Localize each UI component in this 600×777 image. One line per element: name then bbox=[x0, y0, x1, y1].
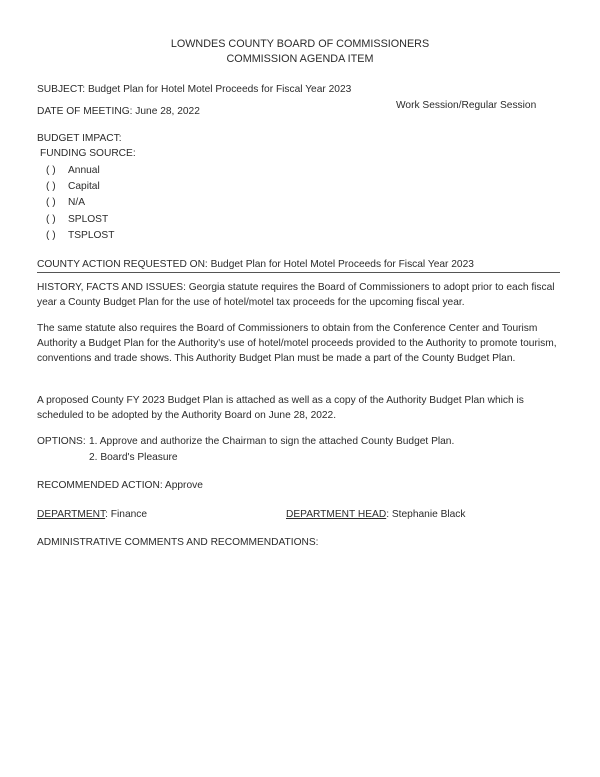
checkbox-marker: ( ) bbox=[46, 230, 56, 241]
checkbox-marker: ( ) bbox=[46, 165, 56, 176]
department-head bbox=[286, 507, 466, 522]
funding-option-na bbox=[46, 195, 85, 210]
header-title: LOWNDES COUNTY BOARD OF COMMISSIONERS bbox=[170, 38, 430, 50]
department-head-value: : Stephanie Black bbox=[386, 509, 466, 520]
funding-option-capital bbox=[46, 179, 100, 194]
funding-option-label: TSPLOST bbox=[68, 230, 115, 241]
department-value: : Finance bbox=[105, 509, 148, 520]
date-of-meeting: DATE OF MEETING: June 28, 2022 bbox=[37, 106, 200, 117]
funding-option-label: SPLOST bbox=[68, 214, 109, 225]
option-item-2: 2. Board's Pleasure bbox=[89, 452, 178, 463]
options-label: OPTIONS: bbox=[37, 436, 86, 447]
department-head-label: DEPARTMENT HEAD bbox=[286, 509, 387, 520]
statute-paragraph: The same statute also requires the Board of Commissioners to obtain from the Conference Center and Tourism Authority a Budget Plan for the Authority's use of hotel/motel proceeds provided to the Authority to promote tourism, conventions and trade shows. This Authority Budget Plan must be made a part of the County Budget Plan. bbox=[37, 323, 557, 364]
department-label: DEPARTMENT bbox=[37, 509, 106, 520]
checkbox-marker: ( ) bbox=[46, 214, 56, 225]
administrative-comments: ADMINISTRATIVE COMMENTS AND RECOMMENDATIONS: bbox=[37, 537, 319, 548]
subject: SUBJECT: Budget Plan for Hotel Motel Proceeds for Fiscal Year 2023 bbox=[37, 84, 352, 95]
checkbox-marker: ( ) bbox=[46, 197, 56, 208]
funding-option-tsplost bbox=[46, 228, 114, 243]
funding-option-label: Capital bbox=[68, 181, 100, 192]
checkbox-marker: ( ) bbox=[46, 181, 56, 192]
option-item-1: 1. Approve and authorize the Chairman to sign the attached County Budget Plan. bbox=[89, 436, 455, 447]
funding-option-splost bbox=[46, 212, 108, 227]
department bbox=[37, 507, 147, 522]
section-divider bbox=[37, 272, 560, 273]
proposed-plan-paragraph: A proposed County FY 2023 Budget Plan is attached as well as a copy of the Authority Budget Plan which is scheduled to be adopted by the Authority Board on June 28, 2022. bbox=[37, 395, 524, 421]
budget-impact-label: BUDGET IMPACT: bbox=[37, 133, 122, 144]
funding-option-label: N/A bbox=[68, 197, 85, 208]
recommended-action: RECOMMENDED ACTION: Approve bbox=[37, 480, 203, 491]
funding-option-label: Annual bbox=[68, 165, 100, 176]
history-facts-issues: HISTORY, FACTS AND ISSUES: Georgia statute requires the Board of Commissioners to adopt prior to each fiscal year a County Budget Plan for the use of hotel/motel tax proceeds for the upcoming fiscal year. bbox=[37, 282, 555, 308]
funding-option-annual bbox=[46, 163, 100, 178]
header-subtitle: COMMISSION AGENDA ITEM bbox=[226, 53, 374, 65]
county-action-requested: COUNTY ACTION REQUESTED ON: Budget Plan for Hotel Motel Proceeds for Fiscal Year 2023 bbox=[37, 259, 474, 270]
session-type: Work Session/Regular Session bbox=[396, 100, 537, 111]
funding-source-label: FUNDING SOURCE: bbox=[40, 148, 136, 159]
